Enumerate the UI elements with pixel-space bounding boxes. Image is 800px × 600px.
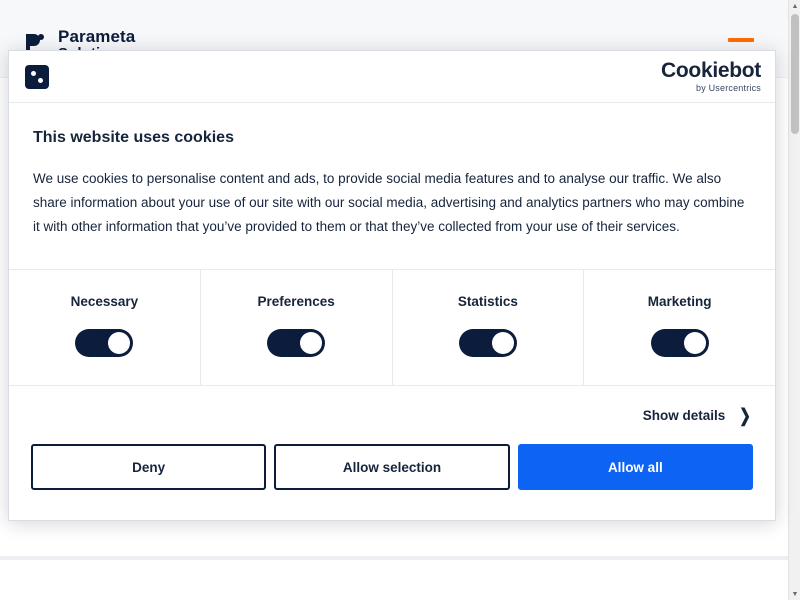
toggle-marketing[interactable] — [651, 329, 709, 357]
chevron-right-icon: ❯ — [739, 403, 751, 425]
show-details-label: Show details — [642, 407, 726, 423]
cookiebot-logo-icon — [25, 65, 49, 89]
toggle-preferences[interactable] — [267, 329, 325, 357]
category-statistics — [393, 270, 585, 385]
category-label: Statistics — [457, 294, 518, 310]
consent-categories — [9, 270, 775, 386]
details-row — [9, 386, 775, 444]
toggle-knob — [300, 332, 322, 354]
dialog-title: This website uses cookies — [33, 129, 234, 146]
cookiebot-name: Cookiebot — [661, 59, 761, 82]
category-marketing — [584, 270, 775, 385]
vertical-scrollbar[interactable] — [788, 0, 800, 600]
toggle-knob — [684, 332, 706, 354]
allow-selection-button[interactable]: Allow selection — [274, 444, 509, 490]
brand-name: Parameta — [58, 27, 136, 46]
cookiebot-byline: by Usercentrics — [695, 83, 761, 93]
scrollbar-thumb[interactable] — [791, 14, 799, 134]
scroll-down-arrow-icon[interactable]: ▼ — [789, 588, 800, 600]
dialog-header — [9, 51, 775, 103]
category-preferences — [201, 270, 393, 385]
category-label: Necessary — [70, 294, 139, 310]
toggle-necessary[interactable] — [75, 329, 133, 357]
cookiebot-branding[interactable] — [661, 60, 761, 93]
deny-button[interactable]: Deny — [31, 444, 266, 490]
category-label: Preferences — [257, 294, 335, 310]
category-necessary — [9, 270, 201, 385]
hamburger-bar — [728, 38, 754, 42]
toggle-knob — [108, 332, 130, 354]
dialog-body-text: We use cookies to personalise content and ads, to provide social media features and to analyse our traffic. We also share information about your use of our site with our social media, advertising and analytics partners who may combine it with other information that you’ve provided to them or that they’ve collected from your use of their services. — [33, 171, 745, 235]
allow-all-button[interactable]: Allow all — [518, 444, 753, 490]
show-details-button[interactable] — [642, 403, 751, 425]
toggle-statistics[interactable] — [459, 329, 517, 357]
dialog-actions — [9, 444, 775, 520]
dialog-intro — [9, 103, 775, 270]
scroll-up-arrow-icon[interactable]: ▲ — [789, 0, 800, 12]
toggle-knob — [492, 332, 514, 354]
cookie-consent-dialog — [8, 50, 776, 521]
content-divider — [0, 556, 788, 560]
category-label: Marketing — [647, 294, 712, 310]
